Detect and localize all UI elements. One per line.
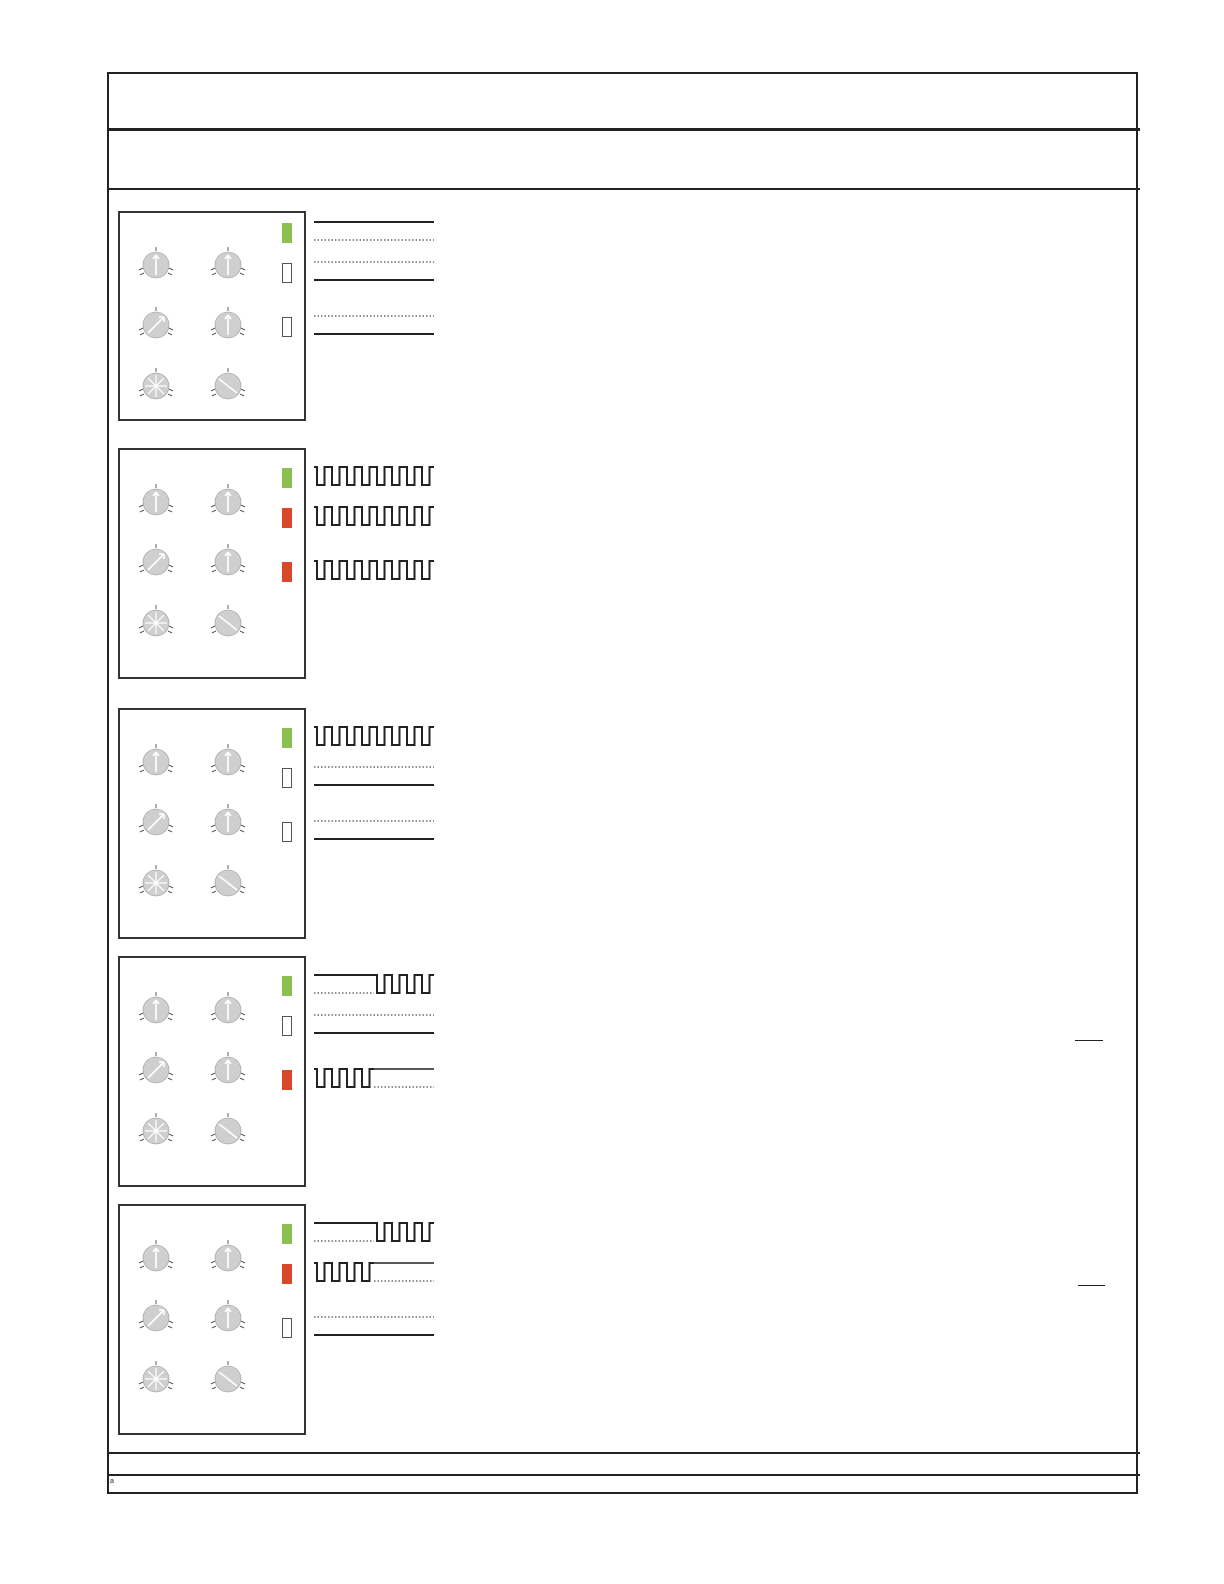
knob-icon[interactable] — [209, 483, 247, 526]
waveform-low-dotted-high-solid — [308, 1313, 438, 1339]
status-led-off — [282, 263, 292, 283]
waveform-slot — [308, 723, 443, 754]
waveform-slot — [308, 1065, 443, 1096]
knob-icon[interactable] — [137, 1112, 175, 1155]
status-led-red — [282, 1070, 292, 1090]
waveform-slot — [308, 1219, 443, 1250]
waveform-low-dotted-high-solid — [308, 817, 438, 843]
knob-icon[interactable] — [137, 803, 175, 846]
knob-icon[interactable] — [137, 306, 175, 349]
waveform-flat-then-pulse — [308, 971, 438, 997]
waveform-pulse — [308, 557, 438, 583]
knob-icon[interactable] — [209, 803, 247, 846]
waveform-slot — [308, 557, 443, 588]
waveform-low-dotted-high-solid — [308, 258, 438, 284]
waveform-pulse — [308, 723, 438, 749]
footer-row — [107, 1452, 1140, 1476]
control-panel-2 — [118, 448, 306, 679]
margin-mark-2 — [1078, 1285, 1105, 1286]
status-led-green — [282, 468, 292, 488]
waveform-pulse-then-flat — [308, 1259, 438, 1285]
waveform-slot — [308, 503, 443, 534]
waveform-slot — [308, 218, 443, 249]
status-led-off — [282, 822, 292, 842]
knob-icon[interactable] — [209, 246, 247, 289]
knob-icon[interactable] — [209, 1112, 247, 1155]
knob-icon[interactable] — [209, 864, 247, 907]
knob-icon[interactable] — [209, 543, 247, 586]
waveform-pulse-then-flat — [308, 1065, 438, 1091]
knob-icon[interactable] — [137, 864, 175, 907]
waveform-slot — [308, 1011, 443, 1042]
status-led-green — [282, 223, 292, 243]
knob-icon[interactable] — [209, 367, 247, 410]
knob-icon[interactable] — [209, 1360, 247, 1403]
knob-icon[interactable] — [137, 604, 175, 647]
waveform-low-dotted-high-solid — [308, 312, 438, 338]
status-led-green — [282, 1224, 292, 1244]
control-panel-5 — [118, 1204, 306, 1435]
waveform-slot — [308, 763, 443, 794]
status-led-red — [282, 1264, 292, 1284]
knob-icon[interactable] — [209, 1299, 247, 1342]
knob-icon[interactable] — [137, 1299, 175, 1342]
knob-icon[interactable] — [209, 1051, 247, 1094]
knob-icon[interactable] — [137, 543, 175, 586]
knob-icon[interactable] — [209, 604, 247, 647]
knob-icon[interactable] — [137, 1239, 175, 1282]
waveform-flat-then-pulse — [308, 1219, 438, 1245]
status-led-green — [282, 976, 292, 996]
knob-icon[interactable] — [209, 743, 247, 786]
knob-icon[interactable] — [137, 1051, 175, 1094]
waveform-pulse — [308, 463, 438, 489]
waveform-slot — [308, 1313, 443, 1344]
waveform-low-dotted-high-solid — [308, 1011, 438, 1037]
knob-icon[interactable] — [137, 1360, 175, 1403]
status-led-off — [282, 1318, 292, 1338]
status-led-green — [282, 728, 292, 748]
margin-mark-1 — [1075, 1040, 1103, 1041]
knob-icon[interactable] — [137, 367, 175, 410]
waveform-slot — [308, 258, 443, 289]
status-led-off — [282, 1016, 292, 1036]
knob-icon[interactable] — [209, 991, 247, 1034]
status-led-red — [282, 508, 292, 528]
control-panel-1 — [118, 211, 306, 421]
waveform-slot — [308, 312, 443, 343]
waveform-slot — [308, 463, 443, 494]
knob-icon[interactable] — [137, 483, 175, 526]
waveform-high-solid-low-dotted — [308, 218, 438, 244]
footer-note: a — [110, 1478, 114, 1485]
knob-icon[interactable] — [137, 991, 175, 1034]
waveform-slot — [308, 971, 443, 1002]
waveform-low-dotted-high-solid — [308, 763, 438, 789]
waveform-slot — [308, 817, 443, 848]
control-panel-3 — [118, 708, 306, 939]
control-panel-4 — [118, 956, 306, 1187]
waveform-slot — [308, 1259, 443, 1290]
status-led-red — [282, 562, 292, 582]
status-led-off — [282, 317, 292, 337]
knob-icon[interactable] — [209, 1239, 247, 1282]
knob-icon[interactable] — [209, 306, 247, 349]
status-led-off — [282, 768, 292, 788]
knob-icon[interactable] — [137, 246, 175, 289]
waveform-pulse — [308, 503, 438, 529]
knob-icon[interactable] — [137, 743, 175, 786]
